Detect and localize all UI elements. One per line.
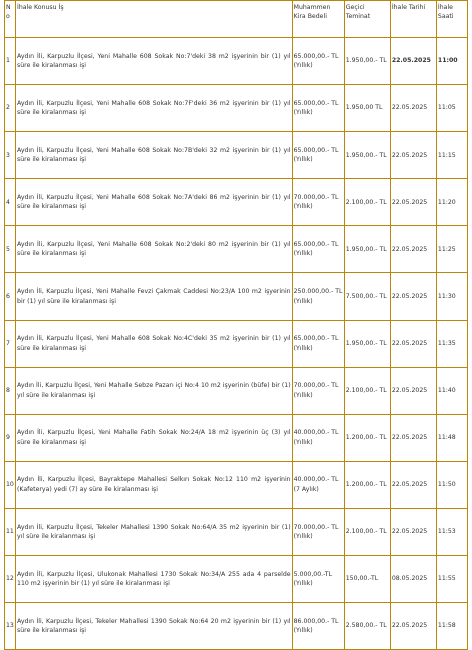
table-row bbox=[5, 38, 468, 85]
cell-no: 10 bbox=[5, 461, 16, 508]
cell-rent bbox=[292, 320, 344, 367]
table-row bbox=[5, 508, 468, 555]
header-time: İhale Saati bbox=[436, 1, 467, 38]
cell-deposit: 150,00.-TL bbox=[344, 556, 390, 603]
cell-date: 22.05.2025 bbox=[390, 603, 436, 650]
rent-period: (Yıllık) bbox=[293, 627, 313, 635]
cell-rent bbox=[292, 132, 344, 179]
tender-table-container bbox=[4, 0, 468, 650]
cell-rent bbox=[292, 367, 344, 414]
rent-amount: 70.000,00.- TL bbox=[293, 193, 339, 201]
header-rent: Muhammen Kira Bedeli bbox=[292, 1, 344, 38]
cell-subject: Aydın İli, Karpuzlu İlçesi, Yeni Mahalle 608 Sokak No:7F'deki 36 m2 işyerinin bir (1) yıl süre ile kiralanması işi bbox=[16, 85, 293, 132]
cell-subject: Aydın İli, Karpuzlu İlçesi, Yeni Mahalle 608 Sokak No:7'deki 38 m2 işyerinin bir (1) yıl süre ile kiralanması işi bbox=[16, 38, 293, 85]
cell-no: 1 bbox=[5, 38, 16, 85]
table-row bbox=[5, 320, 468, 367]
rent-period: (Yıllık) bbox=[293, 297, 313, 305]
cell-time: 11:05 bbox=[436, 85, 467, 132]
rent-amount: 70.000,00.- TL bbox=[293, 382, 339, 390]
rent-amount: 5.000,00.-TL bbox=[293, 570, 333, 578]
rent-amount: 65.000,00.- TL bbox=[293, 52, 339, 60]
cell-rent bbox=[292, 508, 344, 555]
rent-amount: 40.000,00.- TL bbox=[293, 429, 339, 437]
table-row bbox=[5, 226, 468, 273]
table-row bbox=[5, 179, 468, 226]
rent-amount: 40.000,00.- TL bbox=[293, 476, 339, 484]
cell-rent bbox=[292, 556, 344, 603]
cell-rent bbox=[292, 226, 344, 273]
cell-deposit: 1.200,00.- TL bbox=[344, 461, 390, 508]
cell-deposit: 1.950,00.- TL bbox=[344, 226, 390, 273]
cell-no: 7 bbox=[5, 320, 16, 367]
cell-time: 11:35 bbox=[436, 320, 467, 367]
cell-subject: Aydın İli, Karpuzlu İlçesi, Tekeler Mahallesi 1390 Sokak No:64/A 35 m2 işyerinin bir (1) yıl süre ile kiralanması işi bbox=[16, 508, 293, 555]
cell-subject: Aydın İli, Karpuzlu İlçesi, Yeni Mahalle Fatih Sokak No:24/A 18 m2 işyerinin üç (3) yıl süre ile kiralanması işi bbox=[16, 414, 293, 461]
rent-period: (Yıllık) bbox=[293, 580, 313, 588]
rent-period: (Yıllık) bbox=[293, 532, 313, 540]
rent-amount: 65.000,00.- TL bbox=[293, 146, 339, 154]
rent-period: (Yıllık) bbox=[293, 62, 313, 70]
rent-amount: 250.000,00.- TL bbox=[293, 288, 343, 296]
table-row bbox=[5, 85, 468, 132]
cell-time: 11:48 bbox=[436, 414, 467, 461]
cell-date: 22.05.2025 bbox=[390, 461, 436, 508]
cell-deposit: 2.100,00.- TL bbox=[344, 367, 390, 414]
cell-rent bbox=[292, 38, 344, 85]
cell-date: 22.05.2025 bbox=[390, 179, 436, 226]
cell-rent bbox=[292, 273, 344, 320]
rent-period: (Yıllık) bbox=[293, 391, 313, 399]
table-row bbox=[5, 556, 468, 603]
header-no: No bbox=[5, 1, 16, 38]
cell-date: 22.05.2025 bbox=[390, 38, 436, 85]
cell-time: 11:30 bbox=[436, 273, 467, 320]
cell-time: 11:58 bbox=[436, 603, 467, 650]
table-body bbox=[5, 38, 468, 650]
rent-period: (Yıllık) bbox=[293, 109, 313, 117]
cell-date: 22.05.2025 bbox=[390, 320, 436, 367]
rent-period: (Yıllık) bbox=[293, 344, 313, 352]
rent-amount: 65.000,00.- TL bbox=[293, 99, 339, 107]
table-row bbox=[5, 132, 468, 179]
table-row bbox=[5, 414, 468, 461]
rent-period: (Yıllık) bbox=[293, 250, 313, 258]
rent-period: (Yıllık) bbox=[293, 156, 313, 164]
cell-subject: Aydın İli, Karpuzlu İlçesi, Ulukonak Mahallesi 1730 Sokak No:34/A 255 ada 4 parselde 110 m2 işyerinin bir (1) yıl süre ile kiralanması işi bbox=[16, 556, 293, 603]
cell-deposit: 7.500,00.- TL bbox=[344, 273, 390, 320]
rent-period: (7 Aylık) bbox=[293, 485, 319, 493]
cell-deposit: 1.950,00.- TL bbox=[344, 132, 390, 179]
cell-time: 11:40 bbox=[436, 367, 467, 414]
cell-time: 11:20 bbox=[436, 179, 467, 226]
table-row bbox=[5, 367, 468, 414]
cell-date: 22.05.2025 bbox=[390, 132, 436, 179]
table-header-row bbox=[5, 1, 468, 38]
rent-period: (Yıllık) bbox=[293, 203, 313, 211]
cell-date: 22.05.2025 bbox=[390, 226, 436, 273]
cell-no: 12 bbox=[5, 556, 16, 603]
cell-subject: Aydın İli, Karpuzlu İlçesi, Yeni Mahalle Sebze Pazarı içi No:4 10 m2 işyerinin (büfe) bir (1) yıl süre ile kiralanması işi bbox=[16, 367, 293, 414]
cell-time: 11:15 bbox=[436, 132, 467, 179]
cell-time: 11:50 bbox=[436, 461, 467, 508]
header-deposit: Geçici Teminat bbox=[344, 1, 390, 38]
cell-date: 08.05.2025 bbox=[390, 556, 436, 603]
cell-rent bbox=[292, 461, 344, 508]
cell-no: 4 bbox=[5, 179, 16, 226]
cell-deposit: 1.200,00.- TL bbox=[344, 414, 390, 461]
cell-no: 2 bbox=[5, 85, 16, 132]
header-subject: İhale Konusu İş bbox=[16, 1, 293, 38]
cell-no: 8 bbox=[5, 367, 16, 414]
cell-rent bbox=[292, 414, 344, 461]
rent-amount: 86.000,00.- TL bbox=[293, 617, 339, 625]
cell-no: 11 bbox=[5, 508, 16, 555]
tender-table bbox=[4, 0, 468, 650]
cell-date: 22.05.2025 bbox=[390, 273, 436, 320]
cell-date: 22.05.2025 bbox=[390, 414, 436, 461]
cell-deposit: 1.950,00 TL bbox=[344, 85, 390, 132]
cell-deposit: 1.950,00.- TL bbox=[344, 320, 390, 367]
cell-subject: Aydın İli, Karpuzlu İlçesi, Yeni Mahalle 608 Sokak No:4C'deki 35 m2 işyerinin bir (1) yıl süre ile kiralanması işi bbox=[16, 320, 293, 367]
cell-rent bbox=[292, 179, 344, 226]
table-row bbox=[5, 273, 468, 320]
rent-period: (Yıllık) bbox=[293, 438, 313, 446]
cell-subject: Aydın İli, Karpuzlu İlçesi, Yeni Mahalle Fevzi Çakmak Caddesi No:23/A 100 m2 işyerinin bir (1) yıl süre ile kiralanması işi bbox=[16, 273, 293, 320]
cell-date: 22.05.2025 bbox=[390, 85, 436, 132]
cell-no: 3 bbox=[5, 132, 16, 179]
cell-time: 11:00 bbox=[436, 38, 467, 85]
cell-no: 5 bbox=[5, 226, 16, 273]
cell-no: 9 bbox=[5, 414, 16, 461]
rent-amount: 65.000,00.- TL bbox=[293, 241, 339, 249]
table-row bbox=[5, 461, 468, 508]
cell-rent bbox=[292, 85, 344, 132]
cell-subject: Aydın İli, Karpuzlu İlçesi, Yeni Mahalle 608 Sokak No:2'deki 80 m2 işyerinin bir (1) yıl süre ile kiralanması işi bbox=[16, 226, 293, 273]
table-row bbox=[5, 603, 468, 650]
rent-amount: 65.000,00.- TL bbox=[293, 335, 339, 343]
cell-deposit: 2.580,00.- TL bbox=[344, 603, 390, 650]
cell-deposit: 2.100,00.- TL bbox=[344, 179, 390, 226]
cell-subject: Aydın İli, Karpuzlu İlçesi, Yeni Mahalle 608 Sokak No:7A'deki 86 m2 işyerinin bir (1) yıl süre ile kiralanması işi bbox=[16, 179, 293, 226]
cell-no: 6 bbox=[5, 273, 16, 320]
cell-date: 22.05.2025 bbox=[390, 508, 436, 555]
cell-rent bbox=[292, 603, 344, 650]
cell-time: 11:25 bbox=[436, 226, 467, 273]
cell-deposit: 1.950,00.- TL bbox=[344, 38, 390, 85]
cell-subject: Aydın İli, Karpuzlu İlçesi, Bayraktepe Mahallesi Selkırı Sokak No:12 110 m2 işyerinin (Kafeterya) yedi (7) ay süre ile kiralanması işi bbox=[16, 461, 293, 508]
cell-no: 13 bbox=[5, 603, 16, 650]
cell-subject: Aydın İli, Karpuzlu İlçesi, Tekeler Mahallesi 1390 Sokak No:64 20 m2 işyerinin bir (1) yıl süre ile kiralanması işi bbox=[16, 603, 293, 650]
cell-time: 11:55 bbox=[436, 556, 467, 603]
cell-subject: Aydın İli, Karpuzlu İlçesi, Yeni Mahalle 608 Sokak No:7B'deki 32 m2 işyerinin bir (1) yıl süre ile kiralanması işi bbox=[16, 132, 293, 179]
cell-date: 22.05.2025 bbox=[390, 367, 436, 414]
header-date: İhale Tarihi bbox=[390, 1, 436, 38]
cell-time: 11:53 bbox=[436, 508, 467, 555]
cell-deposit: 2.100,00.- TL bbox=[344, 508, 390, 555]
rent-amount: 70.000,00.- TL bbox=[293, 523, 339, 531]
